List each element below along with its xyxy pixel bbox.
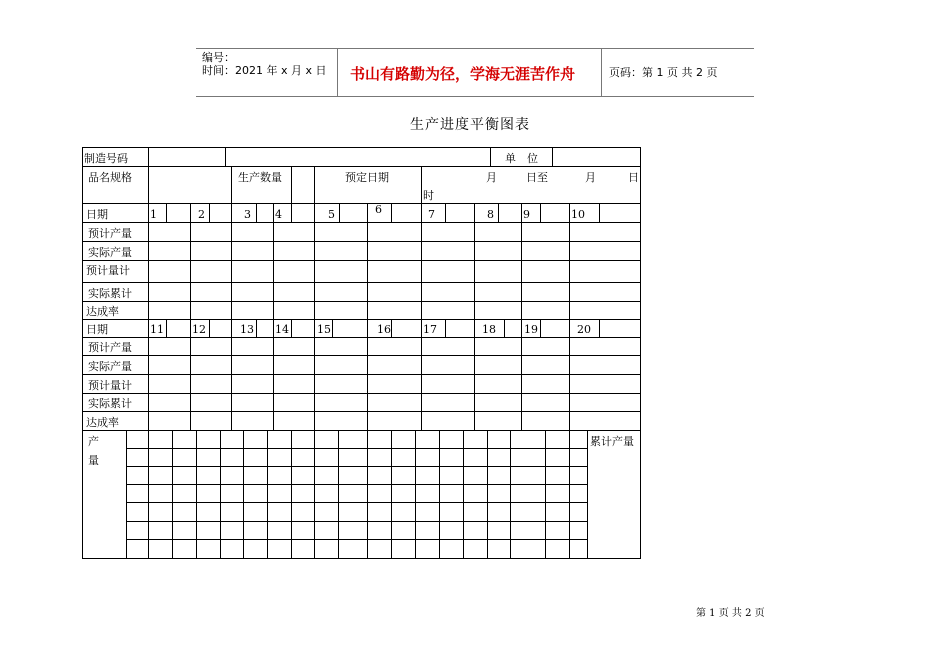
day-to-label: 日至 xyxy=(526,171,548,184)
planned-date-label: 预定日期 xyxy=(345,171,389,184)
header-motto: 书山有路勤为径，学海无涯苦作舟 xyxy=(350,65,576,83)
day-6: 6 xyxy=(375,203,382,216)
day-14: 14 xyxy=(275,323,289,336)
qty-label: 生产数量 xyxy=(238,171,282,184)
day-13: 13 xyxy=(240,323,254,336)
day2-label: 日 xyxy=(628,171,639,184)
page-title: 生产进度平衡图表 xyxy=(410,117,530,133)
day-7: 7 xyxy=(428,208,435,221)
header-time-label: 时间：2021 年 x 月 x 日 xyxy=(202,64,327,77)
header-code-label: 编号： xyxy=(202,51,235,64)
day-4: 4 xyxy=(275,208,282,221)
cumulative-output-label: 累计产量 xyxy=(590,435,634,448)
month2-label: 月 xyxy=(585,171,596,184)
mfg-no-label: 制造号码 xyxy=(84,152,128,165)
day-3: 3 xyxy=(244,208,251,221)
output-label-bottom: 量 xyxy=(88,454,99,467)
day-1: 1 xyxy=(150,208,157,221)
row-label-actual-cum-1: 实际累计 xyxy=(88,287,132,300)
row-label-rate-2: 达成率 xyxy=(86,416,119,429)
date-label-2: 日期 xyxy=(86,323,108,336)
day-2: 2 xyxy=(198,208,205,221)
row-label-planned-output-2: 预计产量 xyxy=(88,341,132,354)
day-19: 19 xyxy=(524,323,538,336)
day-18: 18 xyxy=(482,323,496,336)
day-12: 12 xyxy=(192,323,206,336)
row-label-planned-cum-1: 预计量计 xyxy=(86,264,130,277)
row-label-actual-output-2: 实际产量 xyxy=(88,360,132,373)
row-label-actual-cum-2: 实际累计 xyxy=(88,397,132,410)
date-label-1: 日期 xyxy=(86,208,108,221)
month-label: 月 xyxy=(486,171,497,184)
row-label-planned-cum-2: 预计量计 xyxy=(88,379,132,392)
header-page-label: 页码：第 1 页 共 2 页 xyxy=(609,66,718,79)
output-label-top: 产 xyxy=(88,435,99,448)
day-15: 15 xyxy=(317,323,331,336)
day-11: 11 xyxy=(150,323,164,336)
day-16: 16 xyxy=(377,323,391,336)
day-17: 17 xyxy=(423,323,437,336)
day-10: 10 xyxy=(571,208,585,221)
row-label-actual-output-1: 实际产量 xyxy=(88,246,132,259)
unit-label: 单 位 xyxy=(505,152,538,165)
row-label-rate-1: 达成率 xyxy=(86,305,119,318)
day-20: 20 xyxy=(577,323,591,336)
day-5: 5 xyxy=(328,208,335,221)
row-label-planned-output-1: 预计产量 xyxy=(88,227,132,240)
hour-label: 时 xyxy=(423,189,434,202)
day-8: 8 xyxy=(487,208,494,221)
footer-page-number: 第 1 页 共 2 页 xyxy=(696,608,765,619)
day-9: 9 xyxy=(523,208,530,221)
spec-label: 品名规格 xyxy=(88,171,132,184)
